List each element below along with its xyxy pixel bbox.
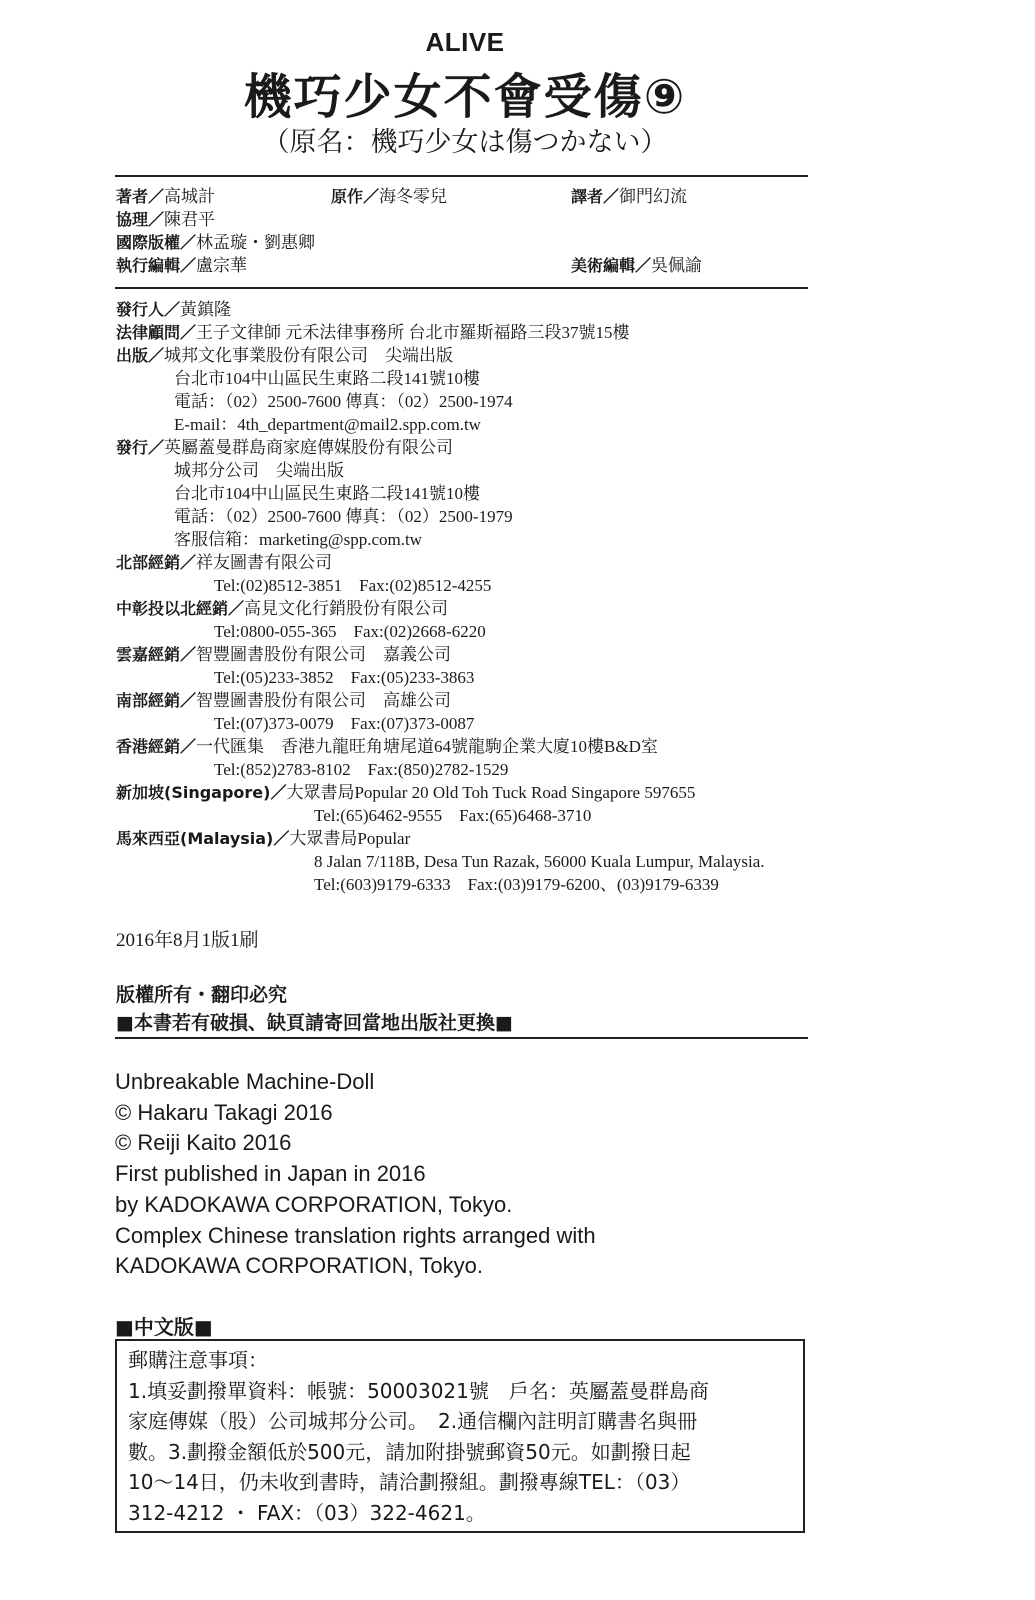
yunjia-contact: Tel:(05)233-3852 Fax:(05)233-3863 [214, 668, 475, 687]
distributor-line: 發行／英屬蓋曼群島商家庭傳媒股份有限公司 [116, 438, 454, 457]
hongkong-distributor: 香港經銷／一代匯集 香港九龍旺角塘尾道64號龍駒企業大廈10樓B&D室 [116, 737, 658, 756]
yunjia-distributor: 雲嘉經銷／智豐圖書股份有限公司 嘉義公司 [116, 645, 452, 664]
english-line: © Reiji Kaito 2016 [115, 1130, 292, 1156]
divider [115, 1037, 808, 1039]
english-copyright-block [115, 1067, 596, 1282]
mail-order-line: 1.填妥劃撥單資料：帳號：50003021號 戶名：英屬蓋曼群島商 [128, 1378, 709, 1403]
publisher-line: 出版／城邦文化事業股份有限公司 尖端出版 [116, 346, 454, 365]
mail-order-notice-box [115, 1339, 805, 1533]
central-north-contact: Tel:0800-055-365 Fax:(02)2668-6220 [214, 622, 486, 641]
distributor-branch: 城邦分公司 尖端出版 [174, 461, 344, 480]
english-line: First published in Japan in 2016 [115, 1161, 426, 1187]
legal-line: 法律顧問／王子文律師 元禾法律事務所 台北市羅斯福路三段37號15樓 [116, 323, 630, 342]
english-line: KADOKAWA CORPORATION, Tokyo. [115, 1253, 483, 1279]
copyright-notice: 版權所有・翻印必究 [116, 984, 288, 1006]
south-contact: Tel:(07)373-0079 Fax:(07)373-0087 [214, 714, 475, 733]
print-date: 2016年8月1版1刷 [116, 930, 259, 951]
credit-art-editor: 美術編輯／吳佩諭 [571, 256, 703, 275]
book-title: 機巧少女不會受傷⑨ [243, 69, 687, 125]
credit-author: 著者／高城計 [116, 187, 216, 206]
mail-order-line: 312-4212 ・ FAX：（03）322-4621。 [128, 1500, 486, 1525]
issuer-line: 發行人／黃鎮隆 [116, 300, 232, 319]
singapore-contact: Tel:(65)6462-9555 Fax:(65)6468-3710 [314, 806, 592, 825]
english-line: © Hakaru Takagi 2016 [115, 1099, 333, 1125]
singapore-distributor: 新加坡(Singapore)／大眾書局Popular 20 Old Toh Tuck Road Singapore 597655 [116, 783, 696, 802]
malaysia-contact: Tel:(603)9179-6333 Fax:(03)9179-6200、(03)9179-6339 [314, 875, 719, 894]
publisher-phone: 電話：（02）2500-7600 傳真：（02）2500-1974 [174, 392, 513, 411]
publishing-info [116, 298, 936, 896]
series-label: ALIVE [425, 27, 505, 57]
publisher-address: 台北市104中山區民生東路二段141號10樓 [174, 369, 480, 388]
hongkong-contact: Tel:(852)2783-8102 Fax:(850)2782-1529 [214, 760, 509, 779]
chinese-edition-label: ■中文版■ [115, 1315, 213, 1339]
publisher-email: E-mail：4th_department@mail2.spp.com.tw [174, 415, 481, 434]
divider [115, 287, 808, 289]
credit-translator: 譯者／御門幻流 [571, 187, 688, 206]
distributor-address: 台北市104中山區民生東路二段141號10樓 [174, 484, 480, 503]
malaysia-distributor: 馬來西亞(Malaysia)／大眾書局Popular [116, 829, 411, 848]
divider [115, 175, 808, 177]
mail-order-line: 10～14日，仍未收到書時，請洽劃撥組。劃撥專線TEL：（03） [128, 1470, 691, 1494]
south-distributor: 南部經銷／智豐圖書股份有限公司 高雄公司 [116, 691, 452, 710]
north-distributor: 北部經銷／祥友圖書有限公司 [116, 553, 333, 572]
credit-exec-editor: 執行編輯／盧宗華 [116, 256, 248, 275]
replacement-notice: ■本書若有破損、缺頁請寄回當地出版社更換■ [116, 1012, 513, 1034]
credit-assistant: 協理／陳君平 [116, 210, 216, 229]
north-contact: Tel:(02)8512-3851 Fax:(02)8512-4255 [214, 576, 492, 595]
mail-order-line: 數。3.劃撥金額低於500元，請加附掛號郵資50元。如劃撥日起 [128, 1439, 691, 1464]
original-title: （原名：機巧少女は傷つかない） [262, 127, 668, 158]
mail-order-line: 家庭傳媒（股）公司城邦分公司。 2.通信欄內註明訂購書名與冊 [128, 1409, 698, 1433]
english-line: Complex Chinese translation rights arranged with [115, 1222, 596, 1248]
english-line: Unbreakable Machine-Doll [115, 1069, 375, 1094]
distributor-phone: 電話：（02）2500-7600 傳真：（02）2500-1979 [174, 507, 513, 526]
central-north-distributor: 中彰投以北經銷／高見文化行銷股份有限公司 [116, 599, 449, 618]
distributor-service-email: 客服信箱：marketing@spp.com.tw [174, 530, 422, 549]
mail-order-line: 郵購注意事項： [128, 1348, 268, 1372]
credit-original: 原作／海冬零兒 [331, 187, 448, 206]
malaysia-address: 8 Jalan 7/118B, Desa Tun Razak, 56000 Kuala Lumpur, Malaysia. [314, 852, 765, 871]
english-line: by KADOKAWA CORPORATION, Tokyo. [115, 1191, 513, 1217]
credit-intl-rights: 國際版權／林孟璇・劉惠卿 [116, 233, 316, 252]
